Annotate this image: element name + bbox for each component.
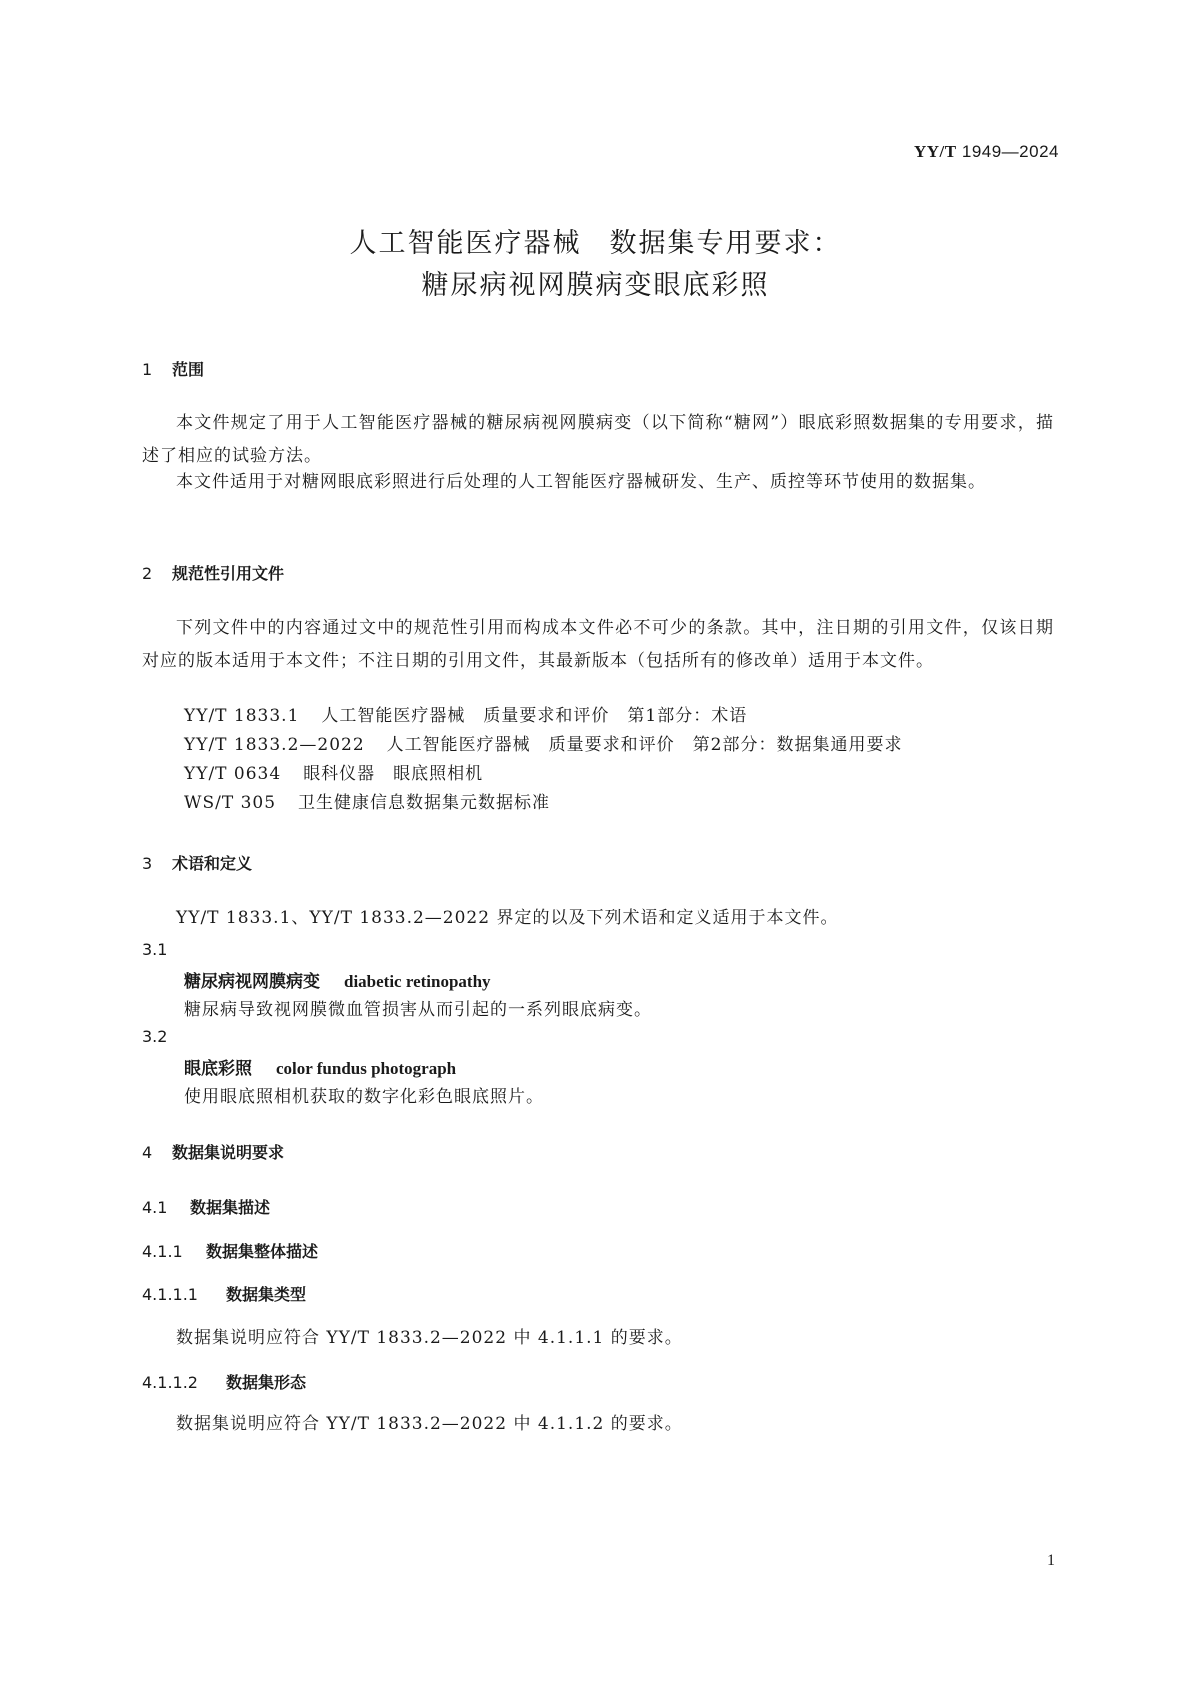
section-number: 4.1 [142, 1198, 168, 1217]
section-number: 3 [142, 854, 153, 873]
term-entry [184, 1054, 456, 1079]
section-number: 4 [142, 1143, 153, 1162]
section-4-1-heading [142, 1195, 270, 1218]
reference-code: YY/T 1833.1 [184, 706, 300, 726]
reference-item [184, 788, 550, 818]
section-4-heading [142, 1140, 284, 1163]
term-definition: 糖尿病导致视网膜微血管损害从而引起的一系列眼底病变。 [184, 1000, 652, 1020]
section-title: 范围 [172, 360, 205, 379]
section-title: 数据集类型 [226, 1285, 307, 1304]
standard-code [914, 142, 1059, 162]
term-entry [184, 967, 491, 992]
section-2-paragraph-1: 下列文件中的内容通过文中的规范性引用而构成本文件必不可少的条款。其中，注日期的引用文件，仅该日期对应的版本适用于本文件；不注日期的引用文件，其最新版本（包括所有的修改单）适用于本文件。 [142, 618, 1054, 671]
term-number: 3.1 [142, 940, 168, 959]
section-4-1-1-heading [142, 1239, 318, 1262]
section-title: 数据集描述 [190, 1198, 271, 1217]
reference-title: 人工智能医疗器械 质量要求和评价 第2部分：数据集通用要求 [386, 735, 903, 755]
section-number: 1 [142, 360, 153, 379]
title-part-b: 数据集专用要求： [609, 228, 842, 259]
reference-title: 眼科仪器 眼底照相机 [303, 764, 484, 784]
reference-code: YY/T 0634 [184, 764, 282, 784]
standard-prefix: YY/T [914, 142, 957, 161]
section-title: 数据集说明要求 [172, 1143, 285, 1162]
section-title: 数据集整体描述 [206, 1242, 319, 1261]
section-number: 2 [142, 564, 153, 583]
section-number: 4.1.1.1 [142, 1285, 198, 1304]
section-1-heading [142, 357, 204, 380]
section-4-1-1-2-heading [142, 1370, 306, 1393]
reference-title: 卫生健康信息数据集元数据标准 [298, 793, 551, 813]
document-title-line1 [0, 222, 1191, 266]
term-english: color fundus photograph [276, 1059, 457, 1078]
title-part-a: 人工智能医疗器械 [349, 228, 582, 259]
reference-title: 人工智能医疗器械 质量要求和评价 第1部分：术语 [321, 706, 748, 726]
section-4-1-1-2-text: 数据集说明应符合 YY/T 1833.2—2022 中 4.1.1.2 的要求。 [176, 1414, 683, 1434]
section-3-heading [142, 851, 252, 874]
standard-number: 1949—2024 [961, 142, 1059, 161]
section-title: 规范性引用文件 [172, 564, 285, 583]
reference-code: YY/T 1833.2—2022 [184, 735, 365, 755]
term-definition: 使用眼底照相机获取的数字化彩色眼底照片。 [184, 1087, 544, 1107]
term-english: diabetic retinopathy [344, 972, 491, 991]
section-number: 4.1.1 [142, 1242, 183, 1261]
section-3-paragraph-1: YY/T 1833.1、YY/T 1833.2—2022 界定的以及下列术语和定义适用于本文件。 [176, 908, 839, 928]
reference-item [184, 701, 747, 731]
page-number: 1 [1047, 1552, 1055, 1569]
section-4-1-1-1-text: 数据集说明应符合 YY/T 1833.2—2022 中 4.1.1.1 的要求。 [176, 1328, 683, 1348]
section-title: 数据集形态 [226, 1373, 307, 1392]
section-1-paragraph-1: 本文件规定了用于人工智能医疗器械的糖尿病视网膜病变（以下简称“糖网”）眼底彩照数据集的专用要求，描述了相应的试验方法。 [142, 413, 1054, 466]
reference-code: WS/T 305 [184, 793, 277, 813]
term-number: 3.2 [142, 1027, 168, 1046]
section-4-1-1-1-heading [142, 1282, 306, 1305]
document-title-line2: 糖尿病视网膜病变眼底彩照 [421, 270, 770, 301]
section-title: 术语和定义 [172, 854, 253, 873]
section-2-heading [142, 561, 284, 584]
reference-item [184, 730, 903, 760]
term-chinese: 糖尿病视网膜病变 [184, 972, 320, 992]
reference-item [184, 759, 483, 789]
term-chinese: 眼底彩照 [184, 1059, 252, 1079]
section-number: 4.1.1.2 [142, 1373, 198, 1392]
section-1-paragraph-2: 本文件适用于对糖网眼底彩照进行后处理的人工智能医疗器械研发、生产、质控等环节使用的数据集。 [176, 472, 986, 492]
